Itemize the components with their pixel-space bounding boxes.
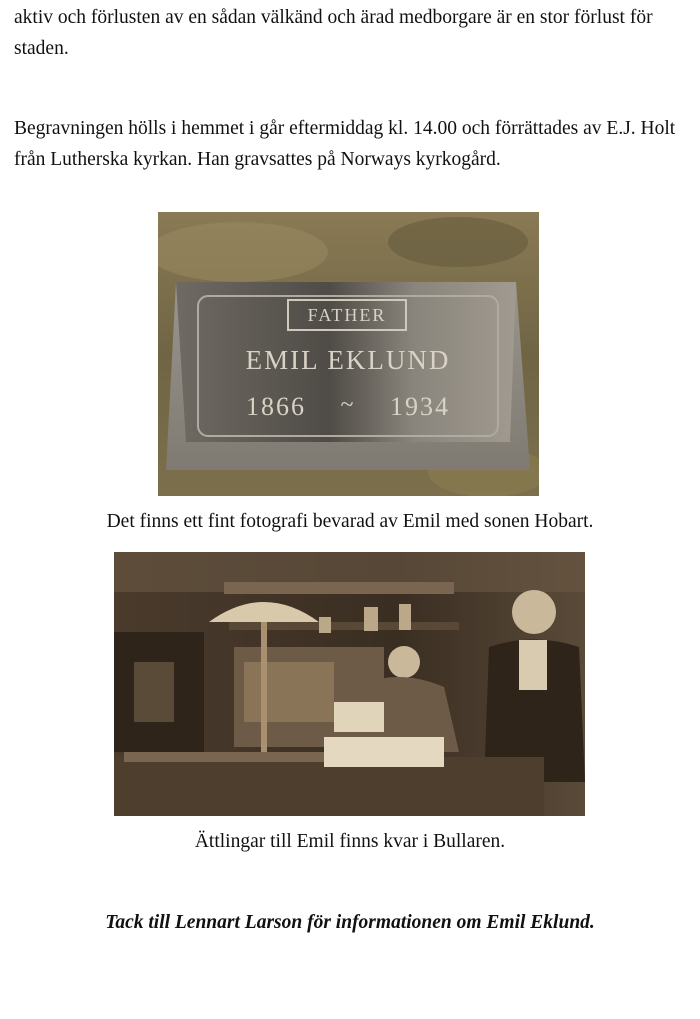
stone-label: FATHER (307, 305, 387, 325)
svg-text:~: ~ (340, 392, 356, 418)
caption-1: Det finns ett fint fotografi bevarad av Emil med sonen Hobart. (106, 511, 594, 532)
paragraph-2: Begravningen hölls i hemmet i går eftermiddag kl. 14.00 och förrättades av E.J. Holt från Lutherska kyrkan. Han gravsattes på Norways kyrkogård. (14, 118, 676, 170)
paragraph-1: aktiv och förlusten av en sådan välkänd och ärad medborgare är en stor förlust för staden. (14, 7, 653, 59)
stone-death-year: 1934 (390, 392, 450, 421)
family-photo (114, 552, 585, 816)
caption-2: Ättlingar till Emil finns kvar i Bullaren. (194, 831, 506, 852)
stone-name: EMIL EKLUND (245, 345, 451, 375)
acknowledgement: Tack till Lennart Larson för informationen om Emil Eklund. (105, 912, 595, 933)
gravestone-photo (158, 212, 539, 496)
stone-birth-year: 1866 (246, 392, 306, 421)
